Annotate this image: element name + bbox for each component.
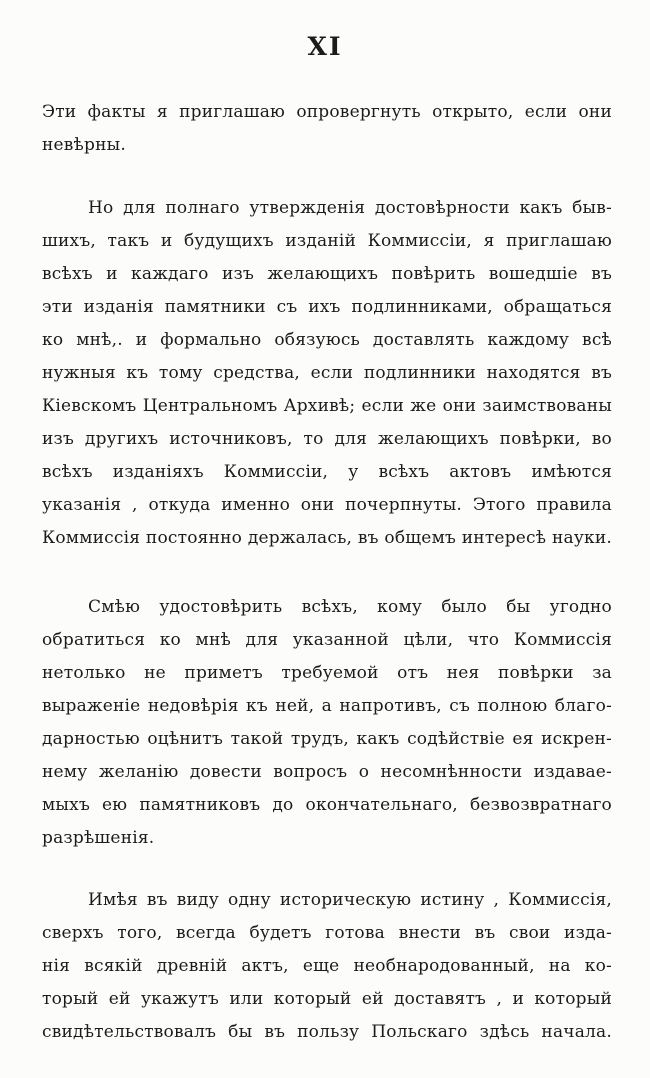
page-number: XI	[307, 32, 343, 61]
text-line: Но для полнаго утвержденія достовѣрности какъ быв-	[88, 198, 612, 218]
text-line: невѣрны.	[42, 135, 126, 155]
text-line: Имѣя въ виду одну историческую истину , Коммиссія,	[88, 890, 612, 910]
text-line: всѣхъ и каждаго изъ желающихъ повѣрить вошедшіе въ	[42, 264, 612, 284]
text-line: Эти факты я приглашаю опровергнуть открыто, если они	[42, 102, 612, 122]
text-line: разрѣшенія.	[42, 828, 155, 848]
text-line: мыхъ ею памятниковъ до окончательнаго, безвозвратнаго	[42, 795, 612, 815]
text-line: нужныя къ тому средства, если подлинники находятся въ	[42, 363, 612, 383]
text-line: свидѣтельствовалъ бы въ пользу Польскаго здѣсь начала.	[42, 1022, 612, 1042]
text-line: Смѣю удостовѣрить всѣхъ, кому было бы угодно	[88, 597, 612, 617]
text-line: нему желанію довести вопросъ о несомнѣнности издавае-	[42, 762, 612, 782]
text-line: эти изданія памятники съ ихъ подлинниками, обращаться	[42, 297, 612, 317]
text-line: ко мнѣ,. и формально обязуюсь доставлять каждому всѣ	[42, 330, 612, 350]
text-line: нія всякій древній актъ, еще необнародованный, на ко-	[42, 956, 612, 976]
text-line: нетолько не приметъ требуемой отъ нея повѣрки за	[42, 663, 612, 683]
text-line: шихъ, такъ и будущихъ изданій Коммиссіи, я приглашаю	[42, 231, 612, 251]
text-line: торый ей укажутъ или который ей доставятъ , и который	[42, 989, 612, 1009]
text-line: Кіевскомъ Центральномъ Архивѣ; если же они заимствованы	[42, 396, 612, 416]
paragraph-4	[42, 884, 612, 1049]
text-line: сверхъ того, всегда будетъ готова внести въ свои изда-	[42, 923, 612, 943]
paragraph-1	[42, 96, 612, 162]
paragraph-3	[42, 591, 612, 855]
text-line: Коммиссія постоянно держалась, въ общемъ интересѣ науки.	[42, 528, 612, 548]
text-line: обратиться ко мнѣ для указанной цѣли, что Коммиссія	[42, 630, 612, 650]
text-line: всѣхъ изданіяхъ Коммиссіи, у всѣхъ актовъ имѣются	[42, 462, 612, 482]
text-line: дарностью оцѣнитъ такой трудъ, какъ содѣйствіе ея искрен-	[42, 729, 612, 749]
text-line: выраженіе недовѣрія къ ней, а напротивъ, съ полною благо-	[42, 696, 612, 716]
page-text	[42, 96, 612, 1049]
text-line: указанія , откуда именно они почерпнуты. Этого правила	[42, 495, 612, 515]
paragraph-2	[42, 192, 612, 555]
text-line: изъ другихъ источниковъ, то для желающихъ повѣрки, во	[42, 429, 612, 449]
